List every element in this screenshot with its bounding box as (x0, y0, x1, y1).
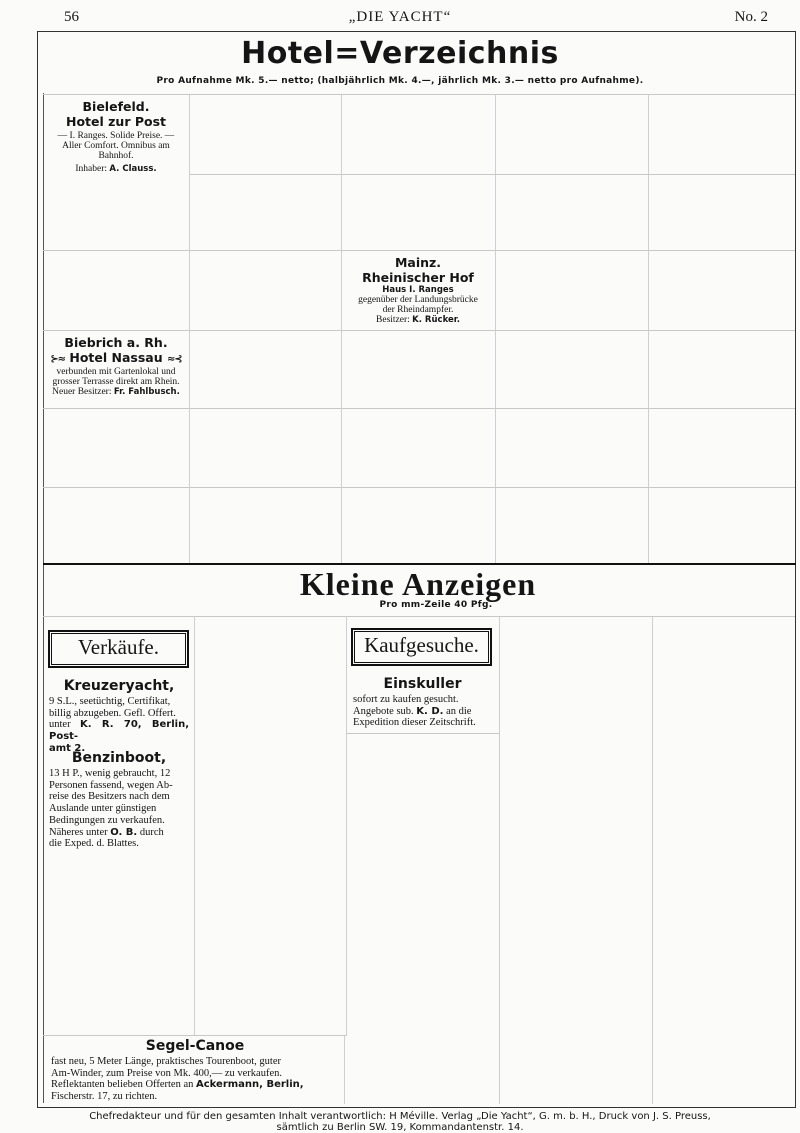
owner-label: Besitzer: (376, 315, 410, 325)
right-ornament-icon: ≈⊰ (166, 354, 182, 365)
left-ornament-icon: ⊱≈ (50, 354, 66, 365)
grid-line (43, 250, 795, 251)
ad-line: Expedition dieser Zeitschrift. (353, 717, 476, 729)
hotel-directory-title: Hotel=Verzeichnis (241, 36, 559, 71)
page-number: 56 (64, 9, 79, 25)
hotel-owner (341, 315, 495, 325)
grid-line (194, 616, 195, 1036)
ad-line: Fischerstr. 17, zu richten. (51, 1091, 158, 1103)
ad-line: Auslande unter günstigen (49, 803, 157, 815)
sales-heading: Verkäufe. (48, 630, 189, 668)
hotel-owner (43, 387, 189, 397)
grid-line (346, 733, 499, 734)
ad-line: Angebote sub. K. D. an die (353, 705, 472, 717)
grid-line (43, 94, 795, 95)
magazine-title: „DIE YACHT“ (348, 9, 452, 25)
issue-number: No. 2 (734, 9, 768, 25)
ad-contact: K. R. 70, Berlin, Post- (49, 719, 189, 743)
ad-line: Näheres unter O. B. durch (49, 826, 164, 838)
footer-imprint-line2: sämtlich zu Berlin SW. 19, Kommandantenstr. 14. (276, 1122, 524, 1133)
ad-segel-canoe (51, 1037, 339, 1103)
ad-contact: Ackermann, Berlin, (196, 1079, 304, 1091)
grid-line (43, 487, 795, 488)
grid-line (189, 94, 190, 563)
grid-line (648, 94, 649, 563)
grid-line (346, 616, 347, 1036)
hotel-rank: Haus I. Ranges (382, 285, 454, 295)
ad-line: billig abzugeben. Gefl. Offert. (49, 707, 176, 719)
hotel-description-line: — I. Ranges. Solide Preise. — (57, 131, 175, 141)
grid-line (652, 616, 653, 1104)
hotel-name: Hotel zur Post (66, 114, 166, 129)
grid-line (43, 408, 795, 409)
hotel-description-line: Bahnhof. (98, 151, 134, 161)
hotel-city: Bielefeld. (82, 99, 150, 114)
classifieds-title: Kleine Anzeigen (299, 566, 537, 602)
grid-line (499, 616, 500, 1104)
hotel-entry-biebrich (43, 335, 189, 397)
ad-line: sofort zu kaufen gesucht. (353, 694, 459, 705)
hotel-description-line: gegenüber der Landungsbrücke (358, 295, 478, 305)
footer-imprint-line1: Chefredakteur und für den gesamten Inhalt verantwortlich: H Méville. Verlag „Die Yacht“, G. m. b. H., Druck von J. S. Preuss, (89, 1111, 711, 1122)
ad-kreuzeryacht (49, 677, 189, 755)
grid-line (341, 94, 342, 563)
ad-contact: amt 2. (49, 742, 86, 754)
ad-line: die Exped. d. Blattes. (49, 838, 139, 850)
owner-label: Neuer Besitzer: (52, 387, 112, 397)
ad-line: Personen fassend, wegen Ab- (49, 779, 173, 791)
ad-line: 9 S.L., seetüchtig, Certifikat, (49, 696, 171, 707)
ad-benzinboot (49, 749, 189, 850)
hotel-description-line: der Rheindampfer. (382, 305, 454, 315)
hotel-city: Mainz. (394, 255, 442, 270)
grid-line (495, 94, 496, 563)
hotel-name-row (43, 350, 189, 365)
ad-heading: Einskuller (383, 676, 462, 692)
hotel-city: Biebrich a. Rh. (64, 335, 168, 350)
ad-heading: Benzinboot, (71, 750, 167, 766)
hotel-directory-subtitle: Pro Aufnahme Mk. 5.— netto; (halbjährlich Mk. 4.—, jährlich Mk. 3.— netto pro Aufnahme). (156, 76, 644, 86)
owner-label: Inhaber: (75, 164, 108, 174)
grid-line (190, 174, 795, 175)
ad-heading: Kreuzeryacht, (63, 678, 175, 694)
hotel-name: Hotel Nassau (69, 350, 163, 365)
hotel-description-line: verbunden mit Gartenlokal und (56, 367, 176, 377)
ad-line: Am-Winder, zum Preise von Mk. 400,— zu verkaufen. (51, 1067, 282, 1079)
ad-line: unter K. R. 70, Berlin, Post- (49, 719, 189, 743)
hotel-owner (43, 164, 189, 174)
ad-line: fast neu, 5 Meter Länge, praktisches Tourenboot, guter (51, 1056, 282, 1067)
hotel-name: Rheinischer Hof (362, 270, 474, 285)
hotel-entry-bielefeld (43, 99, 189, 174)
ad-line: 13 H P., wenig gebraucht, 12 (49, 768, 171, 779)
ad-contact: O. B. (110, 826, 138, 838)
grid-line (43, 1035, 346, 1036)
ad-heading: Segel-Canoe (145, 1038, 245, 1054)
grid-line (344, 1036, 345, 1104)
grid-line (43, 330, 795, 331)
owner-name: Fr. Fahlbusch. (113, 387, 180, 397)
ad-line: reise des Besitzers nach dem (49, 791, 170, 803)
section-divider (43, 563, 796, 565)
hotel-description-line: Aller Comfort. Omnibus am (62, 141, 170, 151)
ad-line: Bedingungen zu verkaufen. (49, 814, 165, 826)
ad-line: Reflektanten belieben Offerten an Ackermann, Berlin, (51, 1079, 304, 1091)
classifieds-subtitle: Pro mm-Zeile 40 Pfg. (379, 600, 493, 610)
owner-name: K. Rücker. (412, 315, 460, 325)
grid-line (43, 616, 795, 617)
hotel-description-line: grosser Terrasse direkt am Rhein. (52, 377, 180, 387)
wanted-heading: Kaufgesuche. (351, 628, 492, 666)
ad-contact: K. D. (416, 705, 444, 717)
ad-einskuller (353, 675, 492, 729)
hotel-entry-mainz (341, 255, 495, 325)
owner-name: A. Clauss. (109, 164, 157, 174)
